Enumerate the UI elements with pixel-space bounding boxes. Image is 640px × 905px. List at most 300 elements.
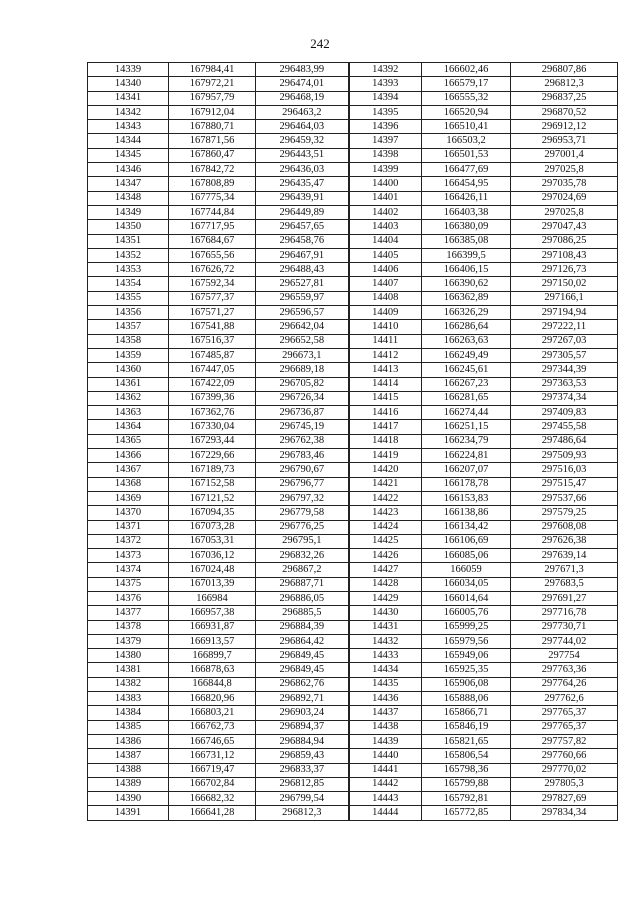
table-row [88, 763, 618, 777]
cell-point-number: 14380 [88, 649, 169, 663]
cell-point-number: 14433 [349, 649, 422, 663]
cell-y-coordinate: 297035,78 [511, 177, 618, 191]
cell-x-coordinate: 166380,09 [422, 220, 511, 234]
cell-point-number: 14426 [349, 549, 422, 563]
cell-point-number: 14417 [349, 420, 422, 434]
cell-point-number: 14405 [349, 248, 422, 262]
cell-x-coordinate: 167024,48 [169, 563, 256, 577]
cell-y-coordinate: 296705,82 [256, 377, 349, 391]
table-row [88, 692, 618, 706]
cell-y-coordinate: 296435,47 [256, 177, 349, 191]
cell-y-coordinate: 297770,02 [511, 763, 618, 777]
cell-y-coordinate: 296886,05 [256, 591, 349, 605]
cell-point-number: 14412 [349, 348, 422, 362]
cell-y-coordinate: 296464,03 [256, 120, 349, 134]
cell-point-number: 14438 [349, 720, 422, 734]
cell-y-coordinate: 297691,27 [511, 591, 618, 605]
cell-x-coordinate: 166406,15 [422, 263, 511, 277]
cell-y-coordinate: 296812,85 [256, 777, 349, 791]
cell-y-coordinate: 296436,03 [256, 163, 349, 177]
cell-y-coordinate: 296833,37 [256, 763, 349, 777]
cell-x-coordinate: 167362,76 [169, 406, 256, 420]
table-row [88, 706, 618, 720]
cell-point-number: 14443 [349, 792, 422, 806]
cell-point-number: 14362 [88, 391, 169, 405]
table-row [88, 520, 618, 534]
cell-x-coordinate: 167485,87 [169, 348, 256, 362]
cell-point-number: 14392 [349, 63, 422, 77]
cell-y-coordinate: 296807,86 [511, 63, 618, 77]
cell-x-coordinate: 167655,56 [169, 248, 256, 262]
cell-point-number: 14391 [88, 806, 169, 820]
cell-y-coordinate: 296894,37 [256, 720, 349, 734]
cell-point-number: 14434 [349, 663, 422, 677]
cell-y-coordinate: 297762,6 [511, 692, 618, 706]
cell-point-number: 14403 [349, 220, 422, 234]
cell-point-number: 14389 [88, 777, 169, 791]
cell-x-coordinate: 167053,31 [169, 534, 256, 548]
cell-y-coordinate: 297516,03 [511, 463, 618, 477]
cell-y-coordinate: 296474,01 [256, 77, 349, 91]
cell-y-coordinate: 296439,91 [256, 191, 349, 205]
cell-point-number: 14347 [88, 177, 169, 191]
cell-x-coordinate: 166803,21 [169, 706, 256, 720]
cell-x-coordinate: 167571,27 [169, 306, 256, 320]
cell-x-coordinate: 166234,79 [422, 434, 511, 448]
table-row [88, 506, 618, 520]
cell-y-coordinate: 296527,81 [256, 277, 349, 291]
cell-y-coordinate: 297025,8 [511, 163, 618, 177]
cell-point-number: 14385 [88, 720, 169, 734]
cell-x-coordinate: 166153,83 [422, 491, 511, 505]
cell-y-coordinate: 296736,87 [256, 406, 349, 420]
cell-y-coordinate: 297764,26 [511, 677, 618, 691]
cell-y-coordinate: 297344,39 [511, 363, 618, 377]
cell-point-number: 14365 [88, 434, 169, 448]
cell-y-coordinate: 296642,04 [256, 320, 349, 334]
table-row [88, 491, 618, 505]
cell-y-coordinate: 296449,89 [256, 205, 349, 219]
cell-x-coordinate: 167808,89 [169, 177, 256, 191]
table-row [88, 463, 618, 477]
cell-point-number: 14358 [88, 334, 169, 348]
cell-x-coordinate: 166178,78 [422, 477, 511, 491]
cell-x-coordinate: 167422,09 [169, 377, 256, 391]
cell-x-coordinate: 166085,06 [422, 549, 511, 563]
cell-y-coordinate: 296779,58 [256, 506, 349, 520]
cell-y-coordinate: 296885,5 [256, 606, 349, 620]
table-row [88, 306, 618, 320]
cell-x-coordinate: 165999,25 [422, 620, 511, 634]
cell-point-number: 14345 [88, 148, 169, 162]
cell-y-coordinate: 296884,39 [256, 620, 349, 634]
cell-point-number: 14359 [88, 348, 169, 362]
cell-y-coordinate: 296862,76 [256, 677, 349, 691]
cell-x-coordinate: 166899,7 [169, 649, 256, 663]
cell-y-coordinate: 297267,03 [511, 334, 618, 348]
cell-point-number: 14355 [88, 291, 169, 305]
cell-y-coordinate: 297509,93 [511, 449, 618, 463]
cell-point-number: 14439 [349, 734, 422, 748]
cell-point-number: 14419 [349, 449, 422, 463]
cell-point-number: 14425 [349, 534, 422, 548]
cell-point-number: 14346 [88, 163, 169, 177]
cell-y-coordinate: 296849,45 [256, 663, 349, 677]
cell-x-coordinate: 166719,47 [169, 763, 256, 777]
table-row [88, 434, 618, 448]
cell-x-coordinate: 166641,28 [169, 806, 256, 820]
table-row [88, 191, 618, 205]
cell-y-coordinate: 296467,91 [256, 248, 349, 262]
cell-point-number: 14394 [349, 91, 422, 105]
cell-y-coordinate: 297409,83 [511, 406, 618, 420]
table-row [88, 620, 618, 634]
cell-y-coordinate: 296776,25 [256, 520, 349, 534]
table-row [88, 649, 618, 663]
cell-x-coordinate: 166249,49 [422, 348, 511, 362]
cell-point-number: 14381 [88, 663, 169, 677]
cell-point-number: 14387 [88, 749, 169, 763]
cell-y-coordinate: 296689,18 [256, 363, 349, 377]
table-row [88, 105, 618, 119]
cell-x-coordinate: 165798,36 [422, 763, 511, 777]
table-row [88, 234, 618, 248]
cell-point-number: 14351 [88, 234, 169, 248]
cell-x-coordinate: 166426,11 [422, 191, 511, 205]
cell-point-number: 14413 [349, 363, 422, 377]
table-row [88, 91, 618, 105]
cell-point-number: 14415 [349, 391, 422, 405]
cell-y-coordinate: 297757,82 [511, 734, 618, 748]
cell-x-coordinate: 165772,85 [422, 806, 511, 820]
cell-point-number: 14377 [88, 606, 169, 620]
cell-point-number: 14342 [88, 105, 169, 119]
cell-y-coordinate: 296762,38 [256, 434, 349, 448]
cell-point-number: 14436 [349, 692, 422, 706]
cell-point-number: 14408 [349, 291, 422, 305]
cell-y-coordinate: 297765,37 [511, 706, 618, 720]
cell-x-coordinate: 166844,8 [169, 677, 256, 691]
table-row [88, 63, 618, 77]
cell-y-coordinate: 297024,69 [511, 191, 618, 205]
cell-point-number: 14396 [349, 120, 422, 134]
cell-x-coordinate: 167293,44 [169, 434, 256, 448]
table-row [88, 148, 618, 162]
table-row [88, 391, 618, 405]
cell-x-coordinate: 167330,04 [169, 420, 256, 434]
cell-point-number: 14390 [88, 792, 169, 806]
cell-x-coordinate: 166263,63 [422, 334, 511, 348]
cell-point-number: 14350 [88, 220, 169, 234]
coordinates-table [87, 62, 618, 821]
cell-point-number: 14437 [349, 706, 422, 720]
cell-point-number: 14363 [88, 406, 169, 420]
cell-x-coordinate: 166362,89 [422, 291, 511, 305]
cell-y-coordinate: 296795,1 [256, 534, 349, 548]
cell-y-coordinate: 296459,32 [256, 134, 349, 148]
cell-point-number: 14353 [88, 263, 169, 277]
table-row [88, 477, 618, 491]
cell-x-coordinate: 167152,58 [169, 477, 256, 491]
cell-y-coordinate: 296483,99 [256, 63, 349, 77]
cell-x-coordinate: 166207,07 [422, 463, 511, 477]
cell-y-coordinate: 297537,66 [511, 491, 618, 505]
cell-y-coordinate: 296488,43 [256, 263, 349, 277]
table-row [88, 792, 618, 806]
cell-x-coordinate: 167121,52 [169, 491, 256, 505]
cell-point-number: 14397 [349, 134, 422, 148]
cell-point-number: 14441 [349, 763, 422, 777]
cell-x-coordinate: 167189,73 [169, 463, 256, 477]
cell-point-number: 14369 [88, 491, 169, 505]
table-row [88, 363, 618, 377]
cell-x-coordinate: 166014,64 [422, 591, 511, 605]
cell-y-coordinate: 296903,24 [256, 706, 349, 720]
cell-y-coordinate: 296884,94 [256, 734, 349, 748]
cell-y-coordinate: 296790,67 [256, 463, 349, 477]
coordinates-table-body [88, 63, 618, 821]
cell-point-number: 14348 [88, 191, 169, 205]
cell-x-coordinate: 166106,69 [422, 534, 511, 548]
table-row [88, 591, 618, 605]
cell-x-coordinate: 167592,34 [169, 277, 256, 291]
table-row [88, 220, 618, 234]
table-row [88, 677, 618, 691]
cell-x-coordinate: 166984 [169, 591, 256, 605]
cell-y-coordinate: 296892,71 [256, 692, 349, 706]
cell-point-number: 14407 [349, 277, 422, 291]
table-row [88, 720, 618, 734]
cell-y-coordinate: 296443,51 [256, 148, 349, 162]
cell-x-coordinate: 166034,05 [422, 577, 511, 591]
cell-y-coordinate: 296468,19 [256, 91, 349, 105]
cell-x-coordinate: 166385,08 [422, 234, 511, 248]
cell-point-number: 14375 [88, 577, 169, 591]
cell-x-coordinate: 167957,79 [169, 91, 256, 105]
cell-x-coordinate: 166602,46 [422, 63, 511, 77]
cell-point-number: 14427 [349, 563, 422, 577]
cell-x-coordinate: 165925,35 [422, 663, 511, 677]
cell-y-coordinate: 296912,12 [511, 120, 618, 134]
cell-point-number: 14384 [88, 706, 169, 720]
table-row [88, 806, 618, 820]
cell-point-number: 14430 [349, 606, 422, 620]
cell-y-coordinate: 297222,11 [511, 320, 618, 334]
cell-x-coordinate: 166820,96 [169, 692, 256, 706]
cell-y-coordinate: 297671,3 [511, 563, 618, 577]
cell-x-coordinate: 167036,12 [169, 549, 256, 563]
table-row [88, 420, 618, 434]
cell-point-number: 14364 [88, 420, 169, 434]
cell-point-number: 14376 [88, 591, 169, 605]
cell-y-coordinate: 297166,1 [511, 291, 618, 305]
cell-x-coordinate: 167073,28 [169, 520, 256, 534]
cell-y-coordinate: 297744,02 [511, 634, 618, 648]
cell-x-coordinate: 166579,17 [422, 77, 511, 91]
cell-x-coordinate: 165846,19 [422, 720, 511, 734]
cell-point-number: 14379 [88, 634, 169, 648]
cell-y-coordinate: 297805,3 [511, 777, 618, 791]
table-row [88, 534, 618, 548]
table-row [88, 320, 618, 334]
cell-point-number: 14432 [349, 634, 422, 648]
page-number: 242 [310, 36, 330, 51]
cell-x-coordinate: 167577,37 [169, 291, 256, 305]
cell-y-coordinate: 296887,71 [256, 577, 349, 591]
cell-point-number: 14409 [349, 306, 422, 320]
cell-x-coordinate: 167984,41 [169, 63, 256, 77]
cell-y-coordinate: 296867,2 [256, 563, 349, 577]
cell-y-coordinate: 296796,77 [256, 477, 349, 491]
cell-point-number: 14370 [88, 506, 169, 520]
cell-y-coordinate: 296864,42 [256, 634, 349, 648]
cell-point-number: 14411 [349, 334, 422, 348]
cell-point-number: 14367 [88, 463, 169, 477]
cell-x-coordinate: 166746,65 [169, 734, 256, 748]
cell-x-coordinate: 166251,15 [422, 420, 511, 434]
cell-y-coordinate: 297639,14 [511, 549, 618, 563]
cell-point-number: 14386 [88, 734, 169, 748]
cell-y-coordinate: 297486,64 [511, 434, 618, 448]
cell-point-number: 14373 [88, 549, 169, 563]
cell-point-number: 14357 [88, 320, 169, 334]
cell-x-coordinate: 167447,05 [169, 363, 256, 377]
cell-x-coordinate: 166931,87 [169, 620, 256, 634]
cell-x-coordinate: 166477,69 [422, 163, 511, 177]
cell-x-coordinate: 166957,38 [169, 606, 256, 620]
cell-y-coordinate: 297363,53 [511, 377, 618, 391]
cell-point-number: 14349 [88, 205, 169, 219]
cell-x-coordinate: 166510,41 [422, 120, 511, 134]
cell-point-number: 14431 [349, 620, 422, 634]
cell-point-number: 14398 [349, 148, 422, 162]
cell-x-coordinate: 166059 [422, 563, 511, 577]
table-row [88, 563, 618, 577]
cell-x-coordinate: 166399,5 [422, 248, 511, 262]
cell-y-coordinate: 297086,25 [511, 234, 618, 248]
cell-y-coordinate: 296859,43 [256, 749, 349, 763]
cell-x-coordinate: 167541,88 [169, 320, 256, 334]
table-row [88, 734, 618, 748]
cell-x-coordinate: 167842,72 [169, 163, 256, 177]
cell-point-number: 14395 [349, 105, 422, 119]
table-row [88, 549, 618, 563]
cell-y-coordinate: 297305,57 [511, 348, 618, 362]
cell-point-number: 14366 [88, 449, 169, 463]
cell-x-coordinate: 166501,53 [422, 148, 511, 162]
cell-y-coordinate: 296812,3 [511, 77, 618, 91]
cell-x-coordinate: 166274,44 [422, 406, 511, 420]
cell-point-number: 14371 [88, 520, 169, 534]
cell-point-number: 14428 [349, 577, 422, 591]
cell-y-coordinate: 297579,25 [511, 506, 618, 520]
cell-point-number: 14388 [88, 763, 169, 777]
table-row [88, 634, 618, 648]
cell-x-coordinate: 166390,62 [422, 277, 511, 291]
table-row [88, 406, 618, 420]
cell-y-coordinate: 296953,71 [511, 134, 618, 148]
table-row [88, 777, 618, 791]
cell-x-coordinate: 165806,54 [422, 749, 511, 763]
cell-point-number: 14393 [349, 77, 422, 91]
cell-point-number: 14429 [349, 591, 422, 605]
cell-x-coordinate: 166267,23 [422, 377, 511, 391]
cell-y-coordinate: 297683,5 [511, 577, 618, 591]
cell-y-coordinate: 297827,69 [511, 792, 618, 806]
cell-x-coordinate: 167684,67 [169, 234, 256, 248]
table-row [88, 663, 618, 677]
cell-y-coordinate: 296799,54 [256, 792, 349, 806]
cell-x-coordinate: 166138,86 [422, 506, 511, 520]
cell-point-number: 14442 [349, 777, 422, 791]
table-row [88, 177, 618, 191]
cell-point-number: 14416 [349, 406, 422, 420]
table-row [88, 606, 618, 620]
cell-y-coordinate: 296673,1 [256, 348, 349, 362]
cell-x-coordinate: 166731,12 [169, 749, 256, 763]
cell-y-coordinate: 297108,43 [511, 248, 618, 262]
cell-x-coordinate: 166913,57 [169, 634, 256, 648]
cell-point-number: 14418 [349, 434, 422, 448]
cell-point-number: 14383 [88, 692, 169, 706]
cell-x-coordinate: 167775,34 [169, 191, 256, 205]
cell-x-coordinate: 167516,37 [169, 334, 256, 348]
cell-y-coordinate: 297374,34 [511, 391, 618, 405]
cell-x-coordinate: 166403,38 [422, 205, 511, 219]
cell-x-coordinate: 166005,76 [422, 606, 511, 620]
table-row [88, 134, 618, 148]
cell-point-number: 14421 [349, 477, 422, 491]
table-row [88, 291, 618, 305]
cell-point-number: 14410 [349, 320, 422, 334]
cell-y-coordinate: 296870,52 [511, 105, 618, 119]
cell-x-coordinate: 165906,08 [422, 677, 511, 691]
cell-x-coordinate: 166224,81 [422, 449, 511, 463]
cell-point-number: 14399 [349, 163, 422, 177]
table-row [88, 449, 618, 463]
cell-x-coordinate: 165792,81 [422, 792, 511, 806]
table-row [88, 263, 618, 277]
cell-x-coordinate: 166682,32 [169, 792, 256, 806]
cell-y-coordinate: 297608,08 [511, 520, 618, 534]
cell-y-coordinate: 297150,02 [511, 277, 618, 291]
cell-y-coordinate: 296837,25 [511, 91, 618, 105]
cell-x-coordinate: 166520,94 [422, 105, 511, 119]
cell-y-coordinate: 297001,4 [511, 148, 618, 162]
cell-point-number: 14422 [349, 491, 422, 505]
cell-x-coordinate: 167972,21 [169, 77, 256, 91]
cell-y-coordinate: 297194,94 [511, 306, 618, 320]
cell-x-coordinate: 165888,06 [422, 692, 511, 706]
cell-x-coordinate: 166555,32 [422, 91, 511, 105]
cell-point-number: 14356 [88, 306, 169, 320]
cell-x-coordinate: 167871,56 [169, 134, 256, 148]
cell-y-coordinate: 297834,34 [511, 806, 618, 820]
cell-point-number: 14378 [88, 620, 169, 634]
cell-y-coordinate: 296596,57 [256, 306, 349, 320]
table-row [88, 334, 618, 348]
cell-point-number: 14406 [349, 263, 422, 277]
table-row [88, 348, 618, 362]
cell-x-coordinate: 167626,72 [169, 263, 256, 277]
cell-point-number: 14354 [88, 277, 169, 291]
cell-y-coordinate: 297716,78 [511, 606, 618, 620]
cell-x-coordinate: 165866,71 [422, 706, 511, 720]
table-row [88, 377, 618, 391]
cell-point-number: 14404 [349, 234, 422, 248]
cell-x-coordinate: 167880,71 [169, 120, 256, 134]
cell-x-coordinate: 165799,88 [422, 777, 511, 791]
